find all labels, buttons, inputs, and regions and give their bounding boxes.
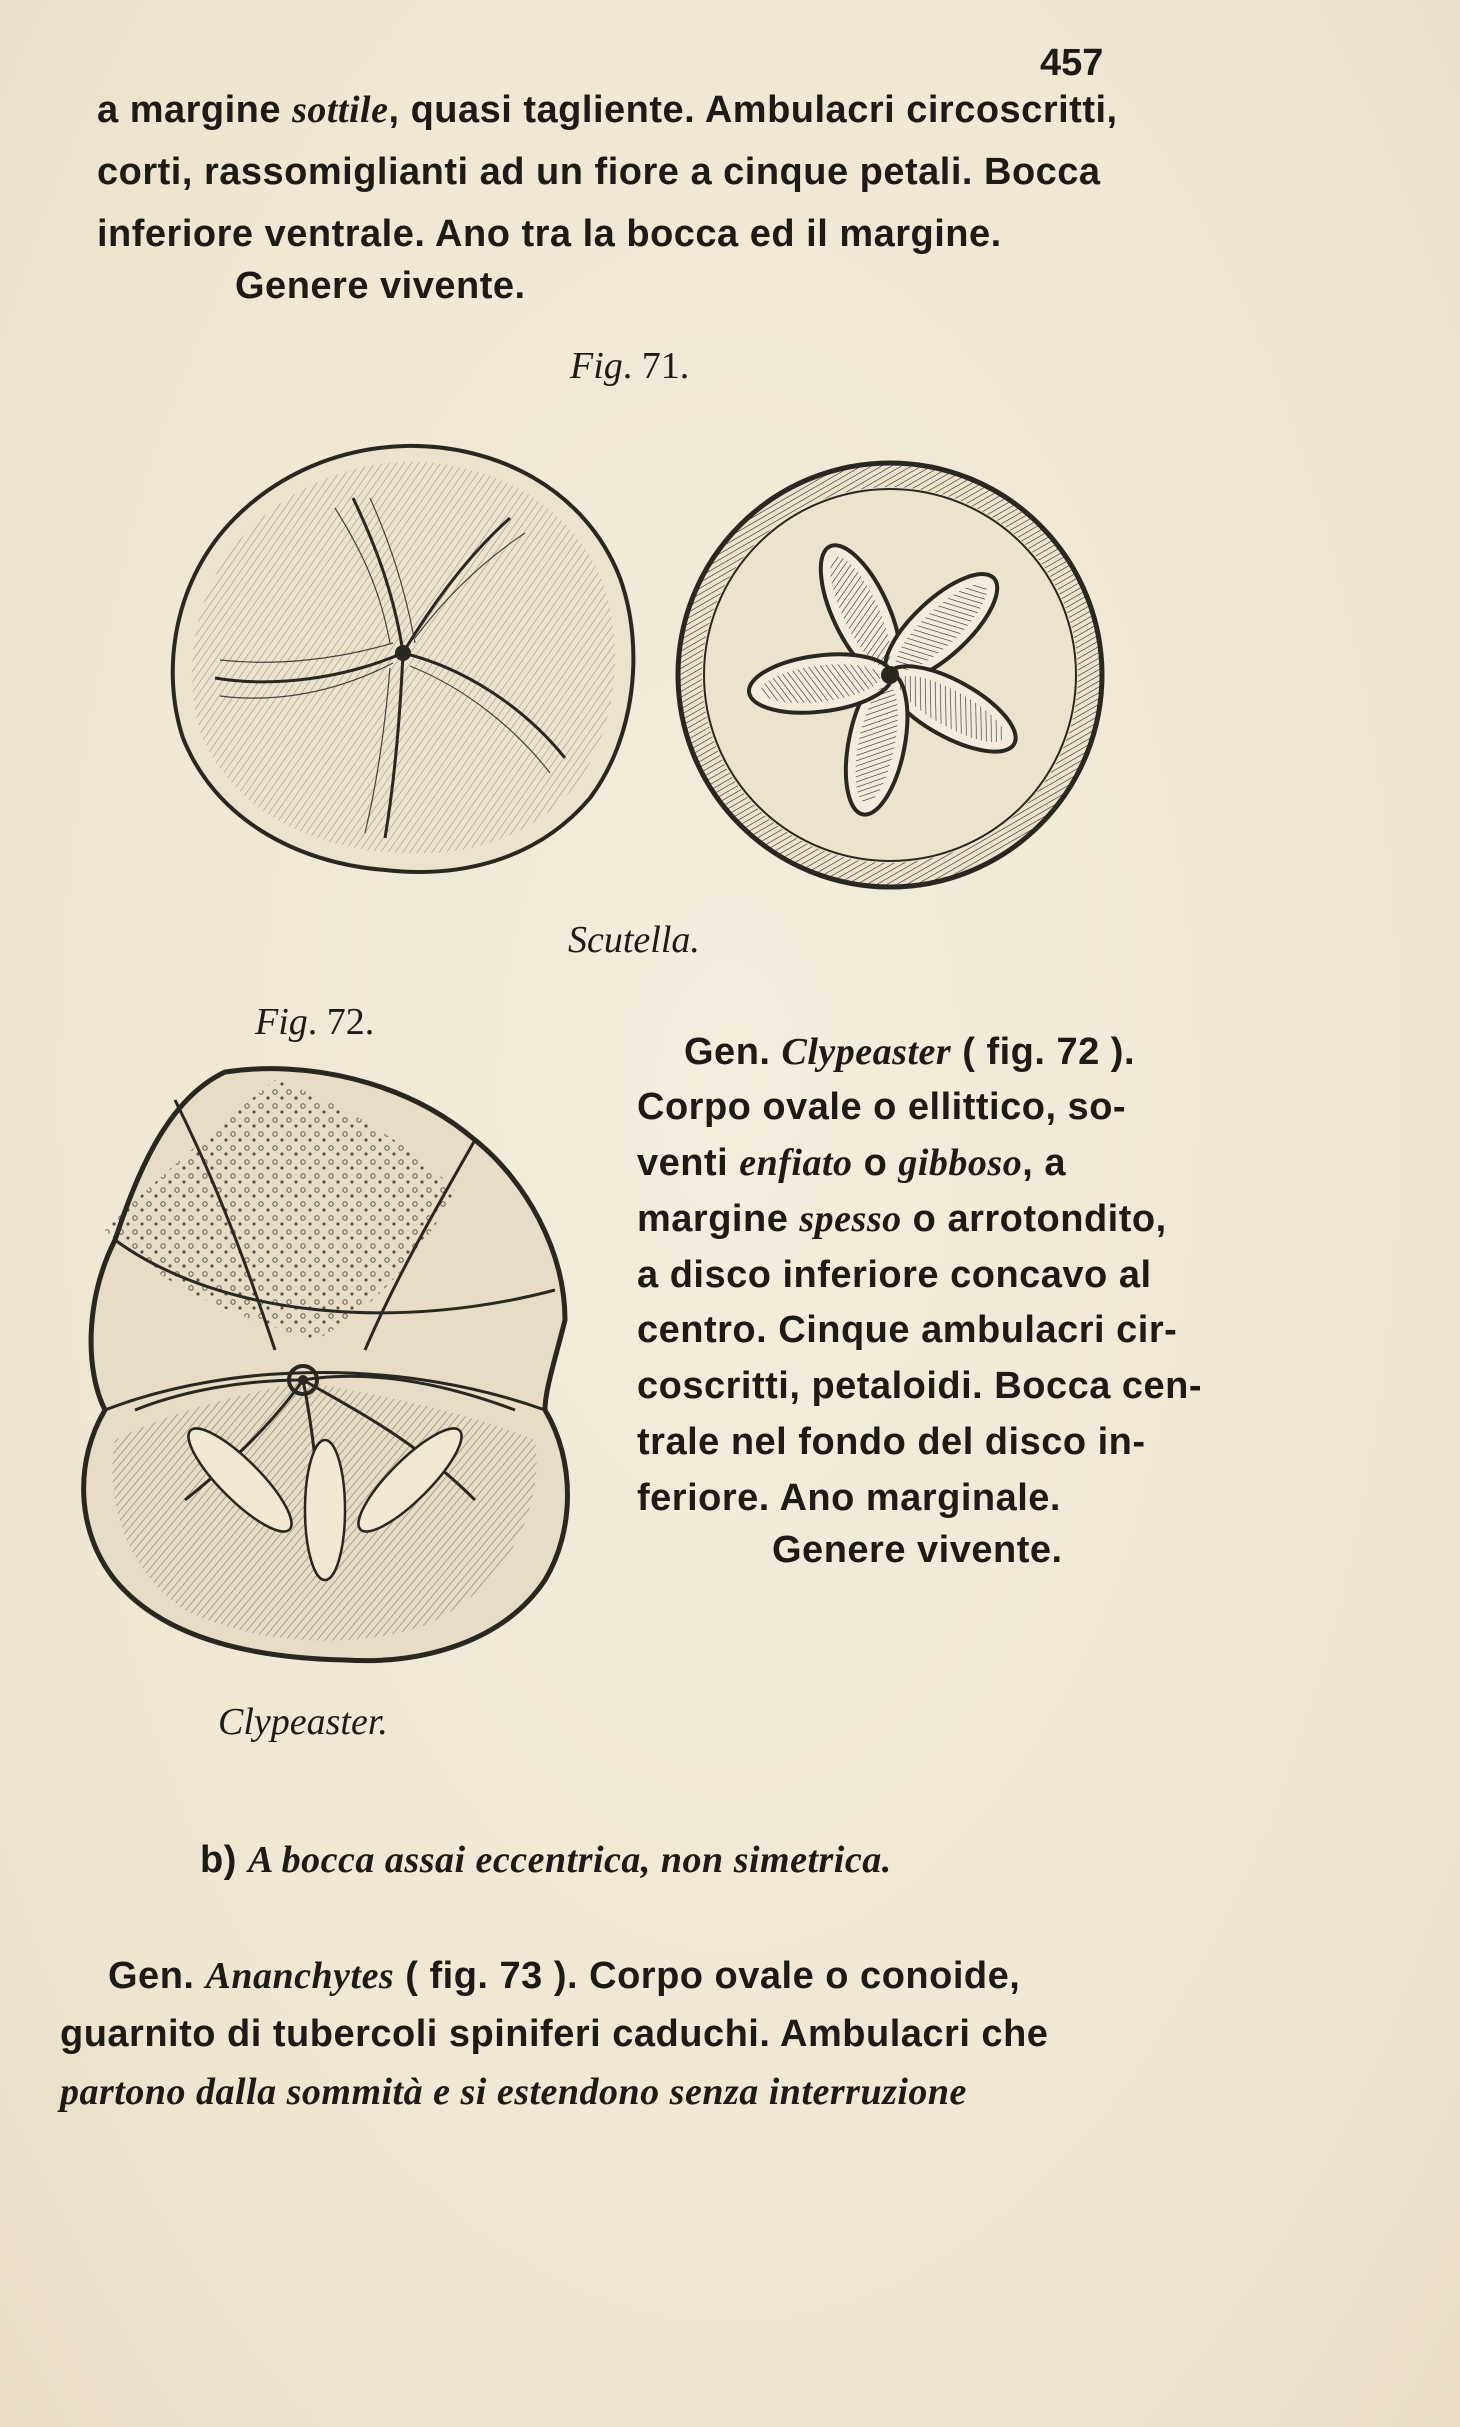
text-line [637, 1139, 1066, 1187]
text-span: . 72. [307, 1001, 375, 1043]
page-number: 457 [1040, 42, 1104, 84]
scutella-oral-illustration [670, 455, 1110, 895]
text-span: o [852, 1142, 899, 1184]
text-span: Gen. [108, 1955, 206, 1997]
text-line [97, 86, 1118, 134]
text-line: Genere vivente. [772, 1529, 1063, 1571]
italic-heading: A bocca assai eccentrica, non simetrica. [247, 1839, 892, 1881]
text-line: coscritti, petaloidi. Bocca cen- [637, 1365, 1203, 1407]
text-line: Genere vivente. [235, 265, 526, 307]
figure-label-72 [255, 1000, 374, 1044]
text-line [684, 1028, 1135, 1076]
text-line: feriore. Ano marginale. [637, 1477, 1061, 1519]
section-heading-b [200, 1836, 892, 1884]
text-line: partono dalla sommità e si estendono senza interruzione [60, 2071, 967, 2113]
text-line: guarnito di tubercoli spiniferi caduchi. Ambulacri che [60, 2013, 1049, 2055]
text-span: ( fig. 72 ). [951, 1031, 1136, 1073]
text-line: centro. Cinque ambulacri cir- [637, 1309, 1178, 1351]
text-line: trale nel fondo del disco in- [637, 1421, 1146, 1463]
text-span: margine [637, 1198, 800, 1240]
figure-caption-clypeaster: Clypeaster. [218, 1701, 388, 1743]
text-span: Gen. [684, 1031, 782, 1073]
italic-term: Ananchytes [205, 1955, 395, 1997]
clypeaster-illustration [75, 1060, 585, 1670]
text-line [637, 1195, 1167, 1243]
italic-term: sottile [292, 89, 389, 131]
text-line [108, 1952, 1020, 2000]
italic-term: gibboso [898, 1142, 1023, 1184]
text-span: . 71. [622, 345, 690, 387]
text-line: corti, rassomiglianti ad un fiore a cinque petali. Bocca [97, 151, 1101, 193]
scutella-aboral-illustration [165, 438, 645, 878]
text-span: Fig [570, 345, 623, 387]
text-line: Corpo ovale o ellittico, so- [637, 1086, 1127, 1128]
figure-caption-scutella: Scutella. [568, 919, 700, 961]
text-span: Fig [255, 1001, 308, 1043]
italic-term: Clypeaster [781, 1031, 952, 1073]
text-span: a margine [97, 89, 293, 131]
text-span: , a [1022, 1142, 1066, 1184]
text-line: inferiore ventrale. Ano tra la bocca ed il margine. [97, 213, 1002, 255]
italic-term: enfiato [739, 1142, 853, 1184]
text-span: venti [637, 1142, 740, 1184]
figure-label-71 [570, 344, 689, 388]
text-span: o arrotondito, [901, 1198, 1167, 1240]
text-line: a disco inferiore concavo al [637, 1254, 1152, 1296]
text-span: ( fig. 73 ). Corpo ovale o conoide, [394, 1955, 1021, 1997]
text-span: , quasi tagliente. Ambulacri circoscritti, [388, 89, 1118, 131]
text-span: b) [200, 1839, 248, 1881]
italic-term: spesso [799, 1198, 902, 1240]
